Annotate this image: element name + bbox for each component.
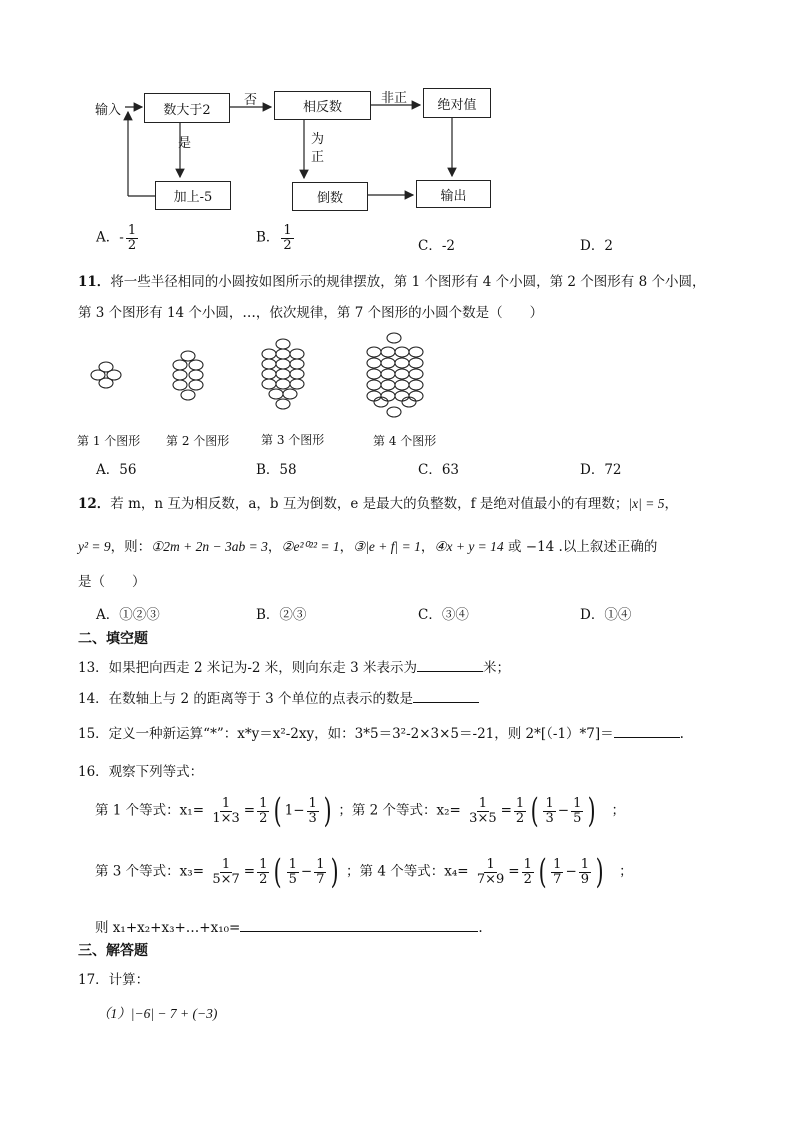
flowchart-box-add: 加上-5 xyxy=(155,181,231,210)
q12-option-b[interactable]: B．②③ xyxy=(256,607,307,623)
q11-line2: 第 3 个图形有 14 个小圆，…，依次规律，第 7 个图形的小圆个数是（ ） xyxy=(78,305,544,321)
q12-line3: 是（ ） xyxy=(78,574,146,590)
q12-option-d[interactable]: D．①④ xyxy=(580,607,632,623)
q11-caption-3: 第 3 个图形 xyxy=(261,433,325,447)
q12-statement-1: ①2m + 2n − 3ab = 3 xyxy=(151,539,268,554)
q10-option-c[interactable]: C．-2 xyxy=(418,238,455,254)
q10-option-b[interactable]: B． $\frac{1}{2}$ xyxy=(256,223,292,253)
q11-caption-1: 第 1 个图形 xyxy=(77,434,141,448)
q15-answer-blank[interactable] xyxy=(614,725,680,738)
flowchart-label-nonpositive: 非正 xyxy=(381,91,408,106)
flowchart-box-abs: 绝对值 xyxy=(423,88,491,118)
q12-abs-x: |x| = 5 xyxy=(628,496,665,511)
flowchart-input-label: 输入 xyxy=(95,103,122,118)
q16-answer-blank[interactable] xyxy=(240,919,478,932)
q17-title: 17．计算： xyxy=(78,972,150,988)
q14: 14．在数轴上与 2 的距离等于 3 个单位的点表示的数是 xyxy=(78,687,479,707)
q12-line2: y² = 9，则：①2m + 2n − 3ab = 3，②e²⁰²² = 1，③|e + f| = 1，④x + y = 14 或 −14 .以上叙述正确的 xyxy=(78,539,658,555)
q11-option-b[interactable]: B．58 xyxy=(256,462,297,478)
q11-option-d[interactable]: D．72 xyxy=(580,462,622,478)
q14-answer-blank[interactable] xyxy=(413,690,479,703)
q13: 13．如果把向西走 2 米记为-2 米，则向东走 3 米表示为 米； xyxy=(78,660,510,676)
q17-part1: （1）|−6| − 7 + (−3) xyxy=(97,1006,218,1021)
q12-option-a[interactable]: A．①②③ xyxy=(96,607,160,623)
flowchart-label-positive-1: 为 xyxy=(311,132,325,147)
q16-title: 16．观察下列等式： xyxy=(78,764,204,780)
q12-option-c[interactable]: C．③④ xyxy=(418,607,469,623)
section-fill-in-title: 二、填空题 xyxy=(78,631,148,647)
q12-statement-4: ④x + y = 14 xyxy=(434,539,504,554)
q12-line1: 12．若 m，n 互为相反数，a，b 互为倒数，e 是最大的负整数，f 是绝对值最小的有理数；|x| = 5， xyxy=(78,496,678,512)
q13-answer-blank[interactable] xyxy=(417,659,483,672)
q11-caption-2: 第 2 个图形 xyxy=(166,434,230,448)
flowchart-box-output: 输出 xyxy=(416,180,491,208)
q15: 15．定义一种新运算“*”：x*y＝x²-2xy，如：3*5＝3²-2×3×5＝-21，则 2*[（-1）*7]＝ . xyxy=(78,726,684,742)
flowchart-box-compare: 数大于2 xyxy=(144,93,230,123)
q12-statement-3: ③|e + f| = 1 xyxy=(353,539,421,554)
q10-option-d[interactable]: D．2 xyxy=(580,238,613,254)
flowchart-label-positive-2: 正 xyxy=(311,150,325,165)
q11-option-a[interactable]: A．56 xyxy=(96,462,137,478)
q16-sum: 则 x₁+x₂+x₃+…+x₁₀= . xyxy=(95,920,483,936)
flowchart-box-reciprocal: 倒数 xyxy=(292,182,368,211)
q11-option-c[interactable]: C．63 xyxy=(418,462,460,478)
flowchart-box-opposite: 相反数 xyxy=(274,91,371,120)
flowchart-label-yes: 是 xyxy=(178,136,192,151)
q11-caption-4: 第 4 个图形 xyxy=(373,434,437,448)
section-answer-title: 三、解答题 xyxy=(78,943,148,959)
q11-line1: 11．将一些半径相同的小圆按如图所示的规律摆放，第 1 个图形有 4 个小圆，第 2 个图形有 8 个小圆， xyxy=(78,274,706,290)
flowchart-label-no: 否 xyxy=(244,93,258,108)
q10-option-a[interactable]: A．- $\frac{1}{2}$ xyxy=(96,223,137,253)
q12-statement-2: ②e²⁰²² = 1 xyxy=(281,539,340,554)
q16-eq-row-1: 第 1 个等式：x₁= $\frac{1}{1\times 3}$ = $\frac{1}{2}$ ( 1− $\frac{1}{3}$ ) ；第 2 个等式：x₂= $\frac{1}{3\times 5}$ = $\frac{1}{2}$ ( $\frac{1}{3}$ − $\frac{1}{5}$ ) ； xyxy=(95,791,625,831)
q16-eq-row-2: 第 3 个等式：x₃= $\frac{1}{5\times 7}$ = $\frac{1}{2}$ ( $\frac{1}{5}$ − $\frac{1}{7}$ ) ；第 4 个等式：x₄= $\frac{1}{7\times 9}$ = $\frac{1}{2}$ ( $\frac{1}{7}$ − $\frac{1}{9}$ ) ； xyxy=(95,852,633,892)
